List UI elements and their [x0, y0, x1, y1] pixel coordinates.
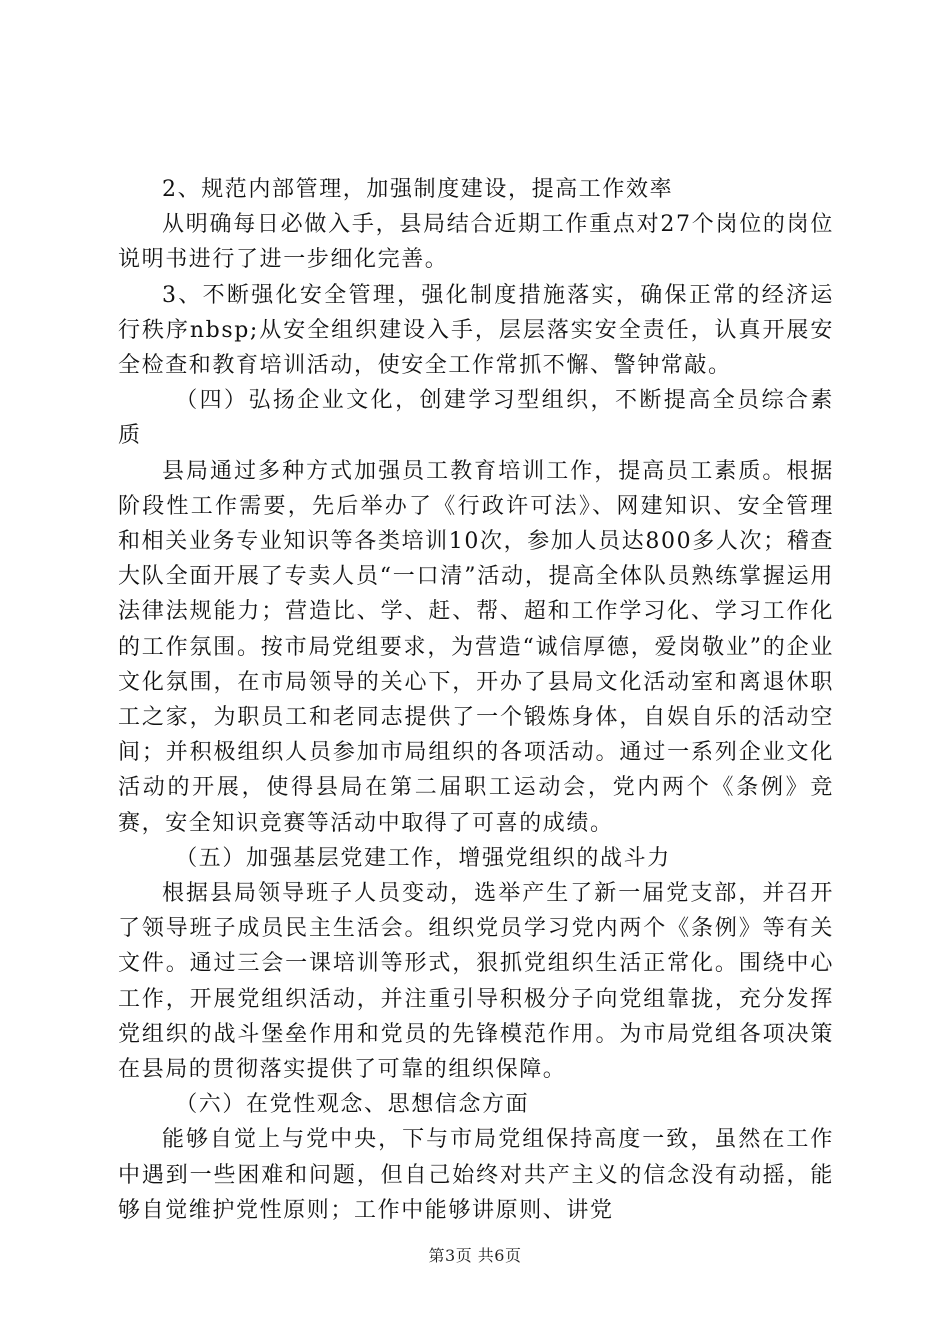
- body-paragraph-1: 从明确每日必做入手，县局结合近期工作重点对27个岗位的岗位说明书进行了进一步细化完善。: [118, 212, 834, 273]
- document-body: [118, 172, 834, 1228]
- section-heading-5: （五）加强基层党建工作，增强党组织的战斗力: [175, 845, 671, 871]
- body-paragraph-6: 能够自觉上与党中央，下与市局党组保持高度一致，虽然在工作中遇到一些困难和问题，但自己始终对共产主义的信念没有动摇，能够自觉维护党性原则；工作中能够讲原则、讲党: [118, 1127, 834, 1223]
- body-paragraph-5: 根据县局领导班子人员变动，选举产生了新一届党支部，并召开了领导班子成员民主生活会。组织党员学习党内两个《条例》等有关文件。通过三会一课培训等形式，狠抓党组织生活正常化。围绕中心工作，开展党组织活动，并注重引导积极分子向党组靠拢，充分发挥党组织的战斗堡垒作用和党员的先锋模范作用。为市局党组各项决策在县局的贯彻落实提供了可靠的组织保障。: [118, 881, 834, 1083]
- body-paragraph-4: 县局通过多种方式加强员工教育培训工作，提高员工素质。根据阶段性工作需要，先后举办了《行政许可法》、网建知识、安全管理和相关业务专业知识等各类培训10次，参加人员达800多人次；稽查大队全面开展了专卖人员“一口清”活动，提高全体队员熟练掌握运用法律法规能力；营造比、学、赶、帮、超和工作学习化、学习工作化的工作氛围。按市局党组要求，为营造“诚信厚德，爱岗敬业”的企业文化氛围，在市局领导的关心下，开办了县局文化活动室和离退休职工之家，为职员工和老同志提供了一个锻炼身体，自娱自乐的活动空间；并积极组织人员参加市局组织的各项活动。通过一系列企业文化活动的开展，使得县局在第二届职工运动会，党内两个《条例》竞赛，安全知识竞赛等活动中取得了可喜的成绩。: [118, 458, 834, 836]
- section-heading-6: （六）在党性观念、思想信念方面: [175, 1092, 530, 1118]
- section-heading-2: 2、规范内部管理，加强制度建设，提高工作效率: [162, 177, 674, 202]
- page-footer: [0, 1243, 950, 1266]
- page-number-label: 第3页 共6页: [428, 1246, 522, 1265]
- section-heading-4: （四）弘扬企业文化，创建学习型组织，不断提高全员综合素质: [118, 388, 834, 449]
- section-heading-3: 3、不断强化安全管理，强化制度措施落实，确保正常的经济运行秩序nbsp;从安全组织建设入手，层层落实安全责任，认真开展安全检查和教育培训活动，使安全工作常抓不懈、警钟常敲。: [118, 282, 834, 379]
